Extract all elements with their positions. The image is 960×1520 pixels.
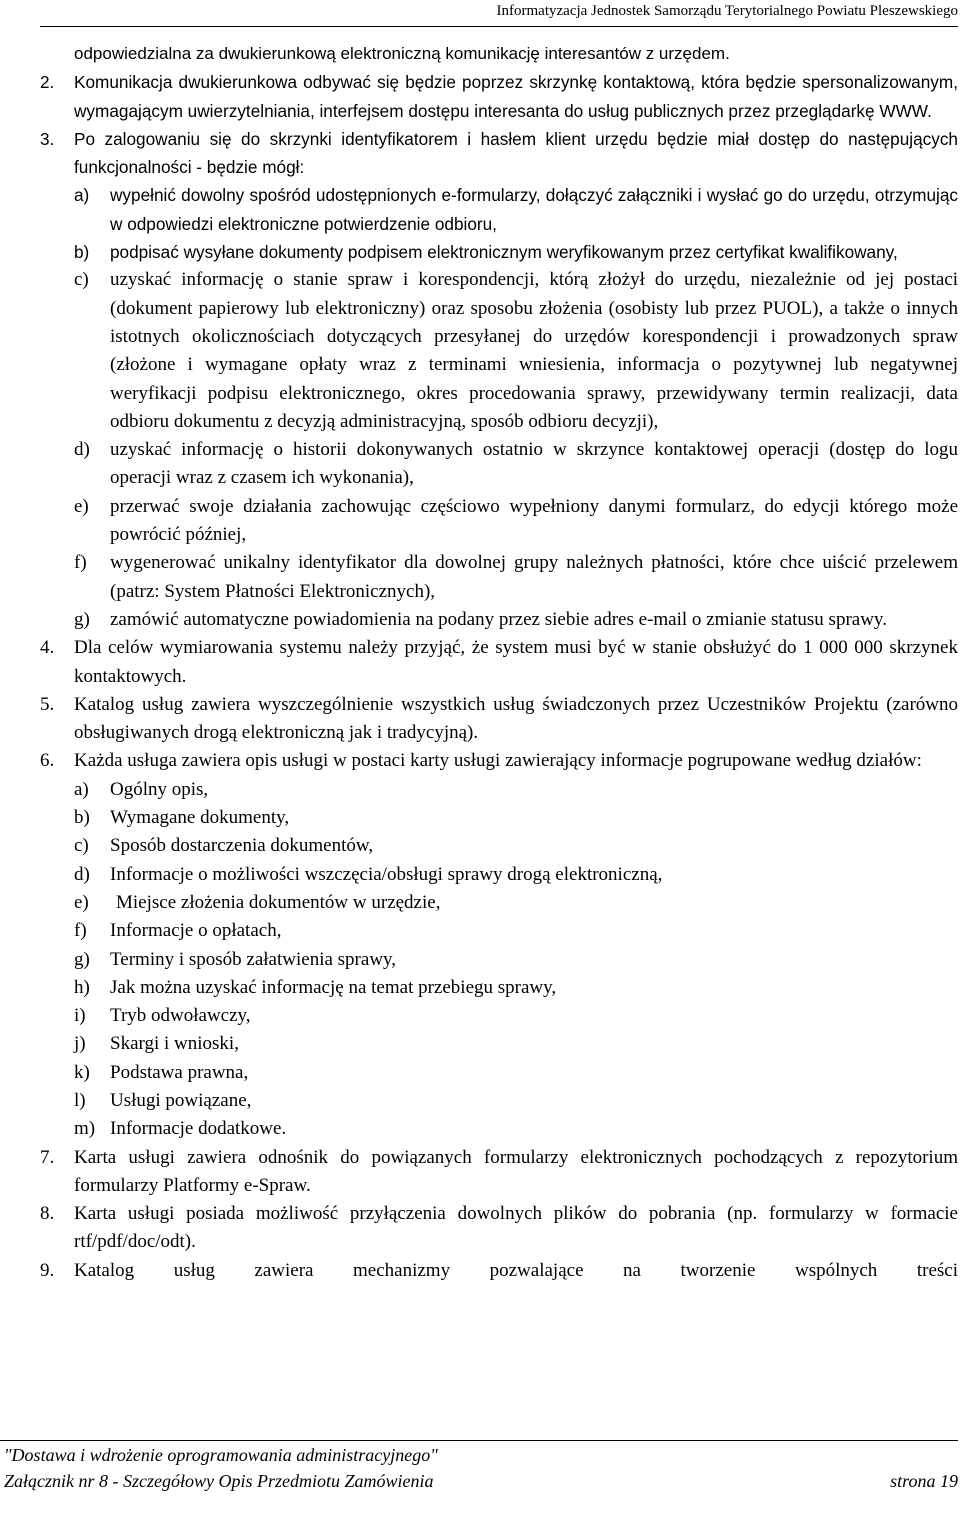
- sub-text: wygenerować unikalny identyfikator dla dowolnej grupy należnych płatności, które chce uiścić przelewem (patrz: System Płatności Elektronicznych),: [110, 552, 958, 602]
- sub-label: l): [74, 1089, 86, 1111]
- sub-text: Usługi powiązane,: [110, 1089, 252, 1111]
- sub-label: f): [74, 920, 87, 942]
- footer-rule: [0, 1440, 958, 1441]
- list-item-4: [40, 634, 958, 691]
- sub-label: e): [74, 495, 89, 517]
- item-number: 3.: [40, 128, 55, 149]
- list-item-8: [40, 1200, 958, 1257]
- sub-text: zamówić automatyczne powiadomienia na podany przez siebie adres e-mail o zmianie statusu sprawy.: [110, 608, 887, 630]
- sub-label: d): [74, 863, 90, 885]
- sub-text: podpisać wysyłane dokumenty podpisem elektronicznym weryfikowanym przez certyfikat kwalifikowany,: [110, 242, 898, 263]
- sub-text: Jak można uzyskać informację na temat przebiegu sprawy,: [110, 976, 557, 998]
- sub-item-6m: [40, 1115, 958, 1143]
- item-text: Katalog usług zawiera mechanizmy pozwalające na tworzenie wspólnych treści: [74, 1259, 958, 1281]
- header-title: Informatyzacja Jednostek Samorządu Terytorialnego Powiatu Pleszewskiego: [496, 3, 958, 19]
- sub-label: g): [74, 608, 90, 630]
- item-text: Karta usługi posiada możliwość przyłączenia dowolnych plików do pobrania (np. formularzy w formacie rtf/pdf/doc/odt).: [74, 1203, 958, 1253]
- sub-text: uzyskać informację o stanie spraw i korespondencji, którą złożył do urzędu, niezależnie od jej postaci (dokument papierowy lub elektroniczny) oraz sposobu złożenia (osobisty lub przez PUOL), a także o innych istotnych okolicznościach dotyczących przesyłanej do urzędów korespondencji i prowadzonych spraw (złożone i wymagane opłaty wraz z terminami wniesienia, informacja o pozytywnej lub negatywnej weryfikacji podpisu elektronicznego, okres procedowania sprawy, przewidywany termin realizacji, data odbioru dokumentu z decyzją administracyjną, sposób odbioru decyzji),: [110, 269, 958, 432]
- item-text: Po zalogowaniu się do skrzynki identyfikatorem i hasłem klient urzędu będzie miał dostęp do następujących funkcjonalności - będzie mógł:: [74, 128, 958, 178]
- sub-label: k): [74, 1061, 90, 1083]
- item-number: 5.: [40, 693, 55, 715]
- sub-text: przerwać swoje działania zachowując częściowo wypełniony danymi formularz, do edycji którego może powrócić później,: [110, 495, 958, 546]
- footer-project-name: "Dostawa i wdrożenie oprogramowania administracyjnego": [4, 1445, 438, 1465]
- sub-item-6h: [40, 974, 958, 1002]
- sub-text: Ogólny opis,: [110, 778, 209, 800]
- sub-item-3c: [40, 266, 958, 436]
- item-text: Komunikacja dwukierunkowa odbywać się będzie poprzez skrzynkę kontaktową, która będzie spersonalizowanym, wymagającym uwierzytelniania, interfejsem dostępu interesanta do usług publicznych przez przeglądarkę WWW.: [74, 72, 958, 121]
- sub-text: wypełnić dowolny spośród udostępnionych e-formularzy, dołączyć załączniki i wysłać go do urzędu, otrzymując w odpowiedzi elektroniczne potwierdzenie odbioru,: [110, 185, 958, 234]
- sub-item-3a: [40, 181, 958, 238]
- continuation-paragraph: odpowiedzialna za dwukierunkową elektroniczną komunikację interesantów z urzędem.: [74, 44, 730, 63]
- sub-item-6k: [40, 1059, 958, 1087]
- item-text: Dla celów wymiarowania systemu należy przyjąć, że system musi być w stanie obsłużyć do 1 000 000 skrzynek kontaktowych.: [74, 637, 958, 687]
- sub-text: Tryb odwoławczy,: [110, 1005, 251, 1027]
- list-item-6: [40, 747, 958, 775]
- sub-item-6g: [40, 946, 958, 974]
- item-text: Karta usługi zawiera odnośnik do powiązanych formularzy elektronicznych pochodzących z repozytorium formularzy Platformy e-Spraw.: [74, 1146, 958, 1196]
- sub-item-3e: [40, 493, 958, 550]
- item-number: 8.: [40, 1203, 55, 1225]
- sub-text: Informacje o możliwości wszczęcia/obsługi sprawy drogą elektroniczną,: [110, 863, 663, 885]
- header-rule: [40, 26, 958, 27]
- sub-label: i): [74, 1005, 86, 1027]
- sub-text: Miejsce złożenia dokumentów w urzędzie,: [116, 891, 441, 913]
- list-item-7: [40, 1144, 958, 1201]
- list-item-9: [40, 1257, 958, 1285]
- list-item-5: [40, 691, 958, 748]
- sub-item-3f: [40, 549, 958, 606]
- item-number: 2.: [40, 72, 55, 93]
- sub-text: Podstawa prawna,: [110, 1061, 249, 1083]
- sub-text: Wymagane dokumenty,: [110, 807, 290, 829]
- sub-label: f): [74, 552, 87, 574]
- sub-item-6f: [40, 917, 958, 945]
- sub-text: Informacje dodatkowe.: [110, 1118, 287, 1140]
- sub-label: j): [74, 1033, 86, 1055]
- list-item-3: [40, 125, 958, 182]
- item-number: 9.: [40, 1259, 55, 1281]
- sub-text: Informacje o opłatach,: [110, 920, 282, 942]
- sub-label: b): [74, 242, 90, 263]
- sub-item-6i: [40, 1002, 958, 1030]
- sub-item-6b: [40, 804, 958, 832]
- sub-label: c): [74, 269, 89, 291]
- sub-label: a): [74, 185, 90, 206]
- sub-label: b): [74, 807, 90, 829]
- item-number: 4.: [40, 637, 55, 659]
- item-text: Każda usługa zawiera opis usługi w postaci karty usługi zawierający informacje pogrupowane według działów:: [74, 750, 922, 772]
- sub-item-3d: [40, 436, 958, 493]
- sub-label: m): [74, 1118, 96, 1140]
- sub-item-6e: [40, 889, 958, 917]
- sub-label: e): [74, 891, 89, 913]
- sub-item-3g: [40, 606, 958, 634]
- sub-text: Terminy i sposób załatwienia sprawy,: [110, 948, 397, 970]
- item-text: Katalog usług zawiera wyszczególnienie wszystkich usług świadczonych przez Uczestników Projektu (zarówno obsługiwanych drogą elektroniczną jak i tradycyjną).: [74, 693, 958, 744]
- item-number: 7.: [40, 1146, 55, 1168]
- sub-text: Sposób dostarczenia dokumentów,: [110, 835, 374, 857]
- document-body: [40, 40, 958, 1285]
- list-item-2: [40, 68, 958, 125]
- sub-label: c): [74, 835, 89, 857]
- sub-text: Skargi i wnioski,: [110, 1033, 239, 1055]
- sub-item-6c: [40, 832, 958, 860]
- sub-label: g): [74, 948, 90, 970]
- sub-text: uzyskać informację o historii dokonywanych ostatnio w skrzynce kontaktowej operacji (dostęp do logu operacji wraz z czasem ich wykonania),: [110, 439, 958, 489]
- sub-label: d): [74, 439, 90, 461]
- sub-label: h): [74, 976, 90, 998]
- sub-item-6d: [40, 861, 958, 889]
- sub-item-6a: [40, 776, 958, 804]
- sub-item-6j: [40, 1030, 958, 1058]
- footer-attachment: Załącznik nr 8 - Szczegółowy Opis Przedmiotu Zamówienia: [4, 1471, 434, 1491]
- sub-item-6l: [40, 1087, 958, 1115]
- page-number: strona 19: [890, 1471, 958, 1491]
- sub-label: a): [74, 778, 89, 800]
- sub-item-3b: [40, 238, 958, 266]
- item-number: 6.: [40, 750, 55, 772]
